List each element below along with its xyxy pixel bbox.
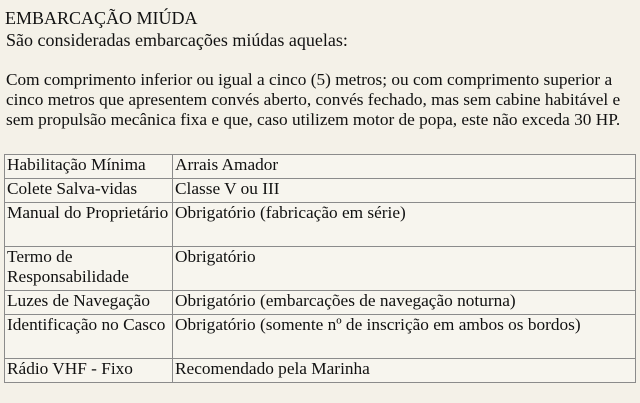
table-row [5, 247, 636, 291]
row-value: Obrigatório [173, 247, 636, 291]
row-value: Classe V ou III [173, 179, 636, 203]
page-subtitle: São consideradas embarcações miúdas aquelas: [6, 30, 348, 50]
row-value: Obrigatório (somente nº de inscrição em ambos os bordos) [173, 315, 636, 359]
table-row [5, 203, 636, 247]
row-value: Arrais Amador [173, 155, 636, 179]
page-title: EMBARCAÇÃO MIÚDA [5, 8, 198, 28]
definition-paragraph: Com comprimento inferior ou igual a cinco (5) metros; ou com comprimento superior a cinco metros que apresentem convés aberto, convés fechado, mas sem cabine habitável e sem propulsão mecânica fixa e que, caso utilizem motor de popa, este não exceda 30 HP. [6, 70, 621, 129]
table-row [5, 359, 636, 383]
row-label: Rádio VHF - Fixo [5, 359, 173, 383]
row-value: Obrigatório (embarcações de navegação noturna) [173, 291, 636, 315]
table-row [5, 179, 636, 203]
row-value: Obrigatório (fabricação em série) [173, 203, 636, 247]
row-label: Habilitação Mínima [5, 155, 173, 179]
row-label: Luzes de Navegação [5, 291, 173, 315]
row-label: Termo de Responsabilidade [5, 247, 173, 291]
table-row [5, 155, 636, 179]
requirements-table [4, 154, 636, 383]
row-label: Identificação no Casco [5, 315, 173, 359]
table-row [5, 315, 636, 359]
table-row [5, 291, 636, 315]
row-label: Colete Salva-vidas [5, 179, 173, 203]
row-label: Manual do Proprietário [5, 203, 173, 247]
row-value: Recomendado pela Marinha [173, 359, 636, 383]
